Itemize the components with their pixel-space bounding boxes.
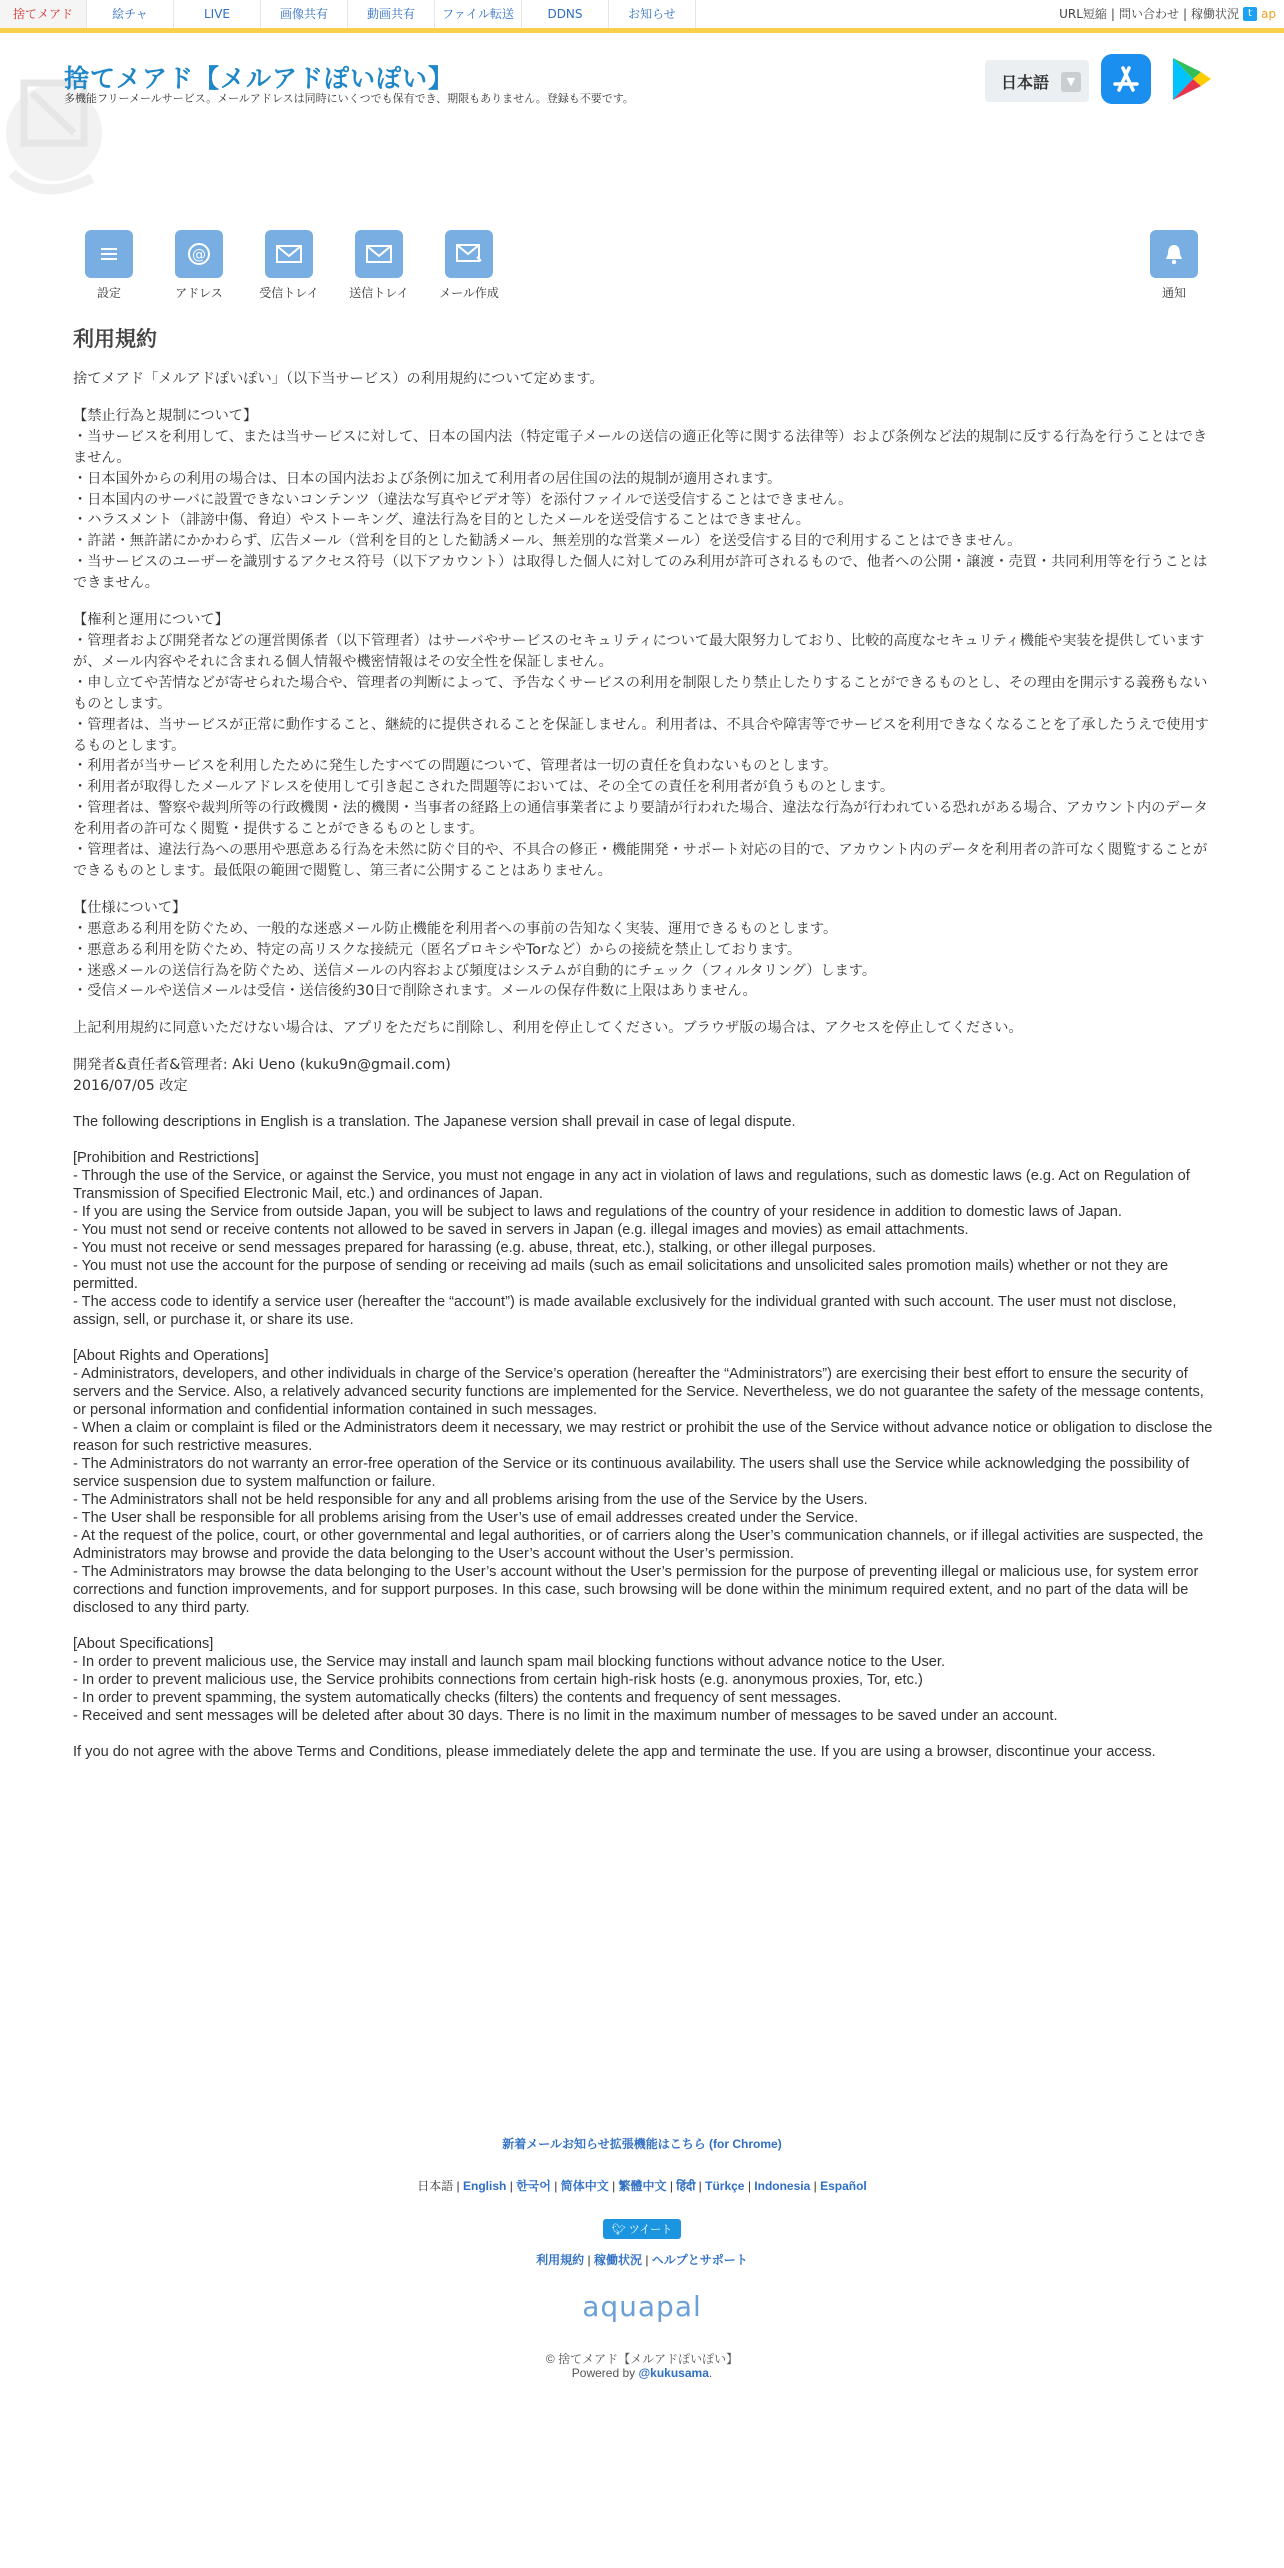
terms-item: - Through the use of the Service, or against the Service, you must not engage in any act in violation of laws and regulations, such as domestic laws (e.g. Act on Regulation of Transmission of Specified Electronic Mail, etc.) and ordinances of Japan. (73, 1168, 1190, 1203)
page-title: 利用規約 (73, 327, 157, 351)
terms-item: ・受信メールや送信メールは受信・送信後約30日で削除されます。メールの保存件数に上限はありません。 (73, 983, 757, 1000)
inbox-label: 受信トレイ (259, 286, 319, 300)
notify-label: 通知 (1161, 286, 1186, 300)
terms-item: - In order to prevent spamming, the system automatically checks (filters) the contents and frequency of sent messages. (73, 1690, 842, 1707)
aquapal-mini-logo[interactable]: ap (1261, 7, 1276, 21)
terms-item: ・管理者および開発者などの運営関係者（以下管理者）はサーバやサービスのセキュリティについて最大限努力しており、比較的高度なセキュリティ機能や実装を提供していますが、メール内容やそれに含まれる個人情報や機密情報はその安全性を保証しません。 (73, 632, 1205, 670)
tab-video-share[interactable]: 動画共有 (348, 0, 435, 28)
section-heading: [Prohibition and Restrictions] (73, 1150, 259, 1167)
lang-link-english[interactable]: English (463, 2179, 507, 2193)
terms-item: ・ハラスメント（誹謗中傷、脅迫）やストーキング、違法行為を目的としたメールを送受信することはできません。 (73, 512, 810, 529)
disagree-notice: 上記利用規約に同意いただけない場合は、アプリをただちに削除し、利用を停止してください。ブラウザ版の場合は、アクセスを停止してください。 (73, 1020, 1023, 1037)
terms-item: - You must not send or receive contents not allowed to be saved in servers in Japan (e.g. illegal images and movies) as email attachments. (73, 1222, 969, 1239)
settings-button[interactable] (64, 230, 154, 301)
main-toolbar (0, 230, 1284, 310)
terms-content (73, 325, 1213, 1761)
terms-english (73, 1113, 1213, 1761)
compose-envelope-icon (445, 230, 493, 278)
terms-item: ・利用者が取得したメールアドレスを使用して引き起こされた問題等においては、その全ての責任を利用者が負うものとします。 (73, 779, 895, 796)
compose-button[interactable] (424, 230, 514, 301)
settings-label: 設定 (96, 286, 121, 300)
terms-item: ・管理者は、当サービスが正常に動作すること、継続的に提供されることを保証しません。利用者は、不具合や障害等でサービスを利用できなくなることを了承したうえで使用するものとします。 (73, 716, 1209, 754)
lang-link-hindi[interactable]: हिंदी (676, 2179, 696, 2193)
top-nav (0, 0, 1284, 33)
terms-item: ・利用者が当サービスを利用したために発生したすべての問題について、管理者は一切の責任を負わないものとします。 (73, 758, 838, 775)
terms-item: ・申し立てや苦情などが寄せられた場合や、管理者の判断によって、予告なくサービスの利用を制限したり禁止したりすることができるものとし、その理由を開示する義務もないものとします。 (73, 674, 1208, 712)
powered-by-suffix: . (708, 2366, 713, 2380)
compose-label: メール作成 (439, 286, 499, 300)
language-value: 日本語 (1001, 72, 1050, 92)
lang-current: 日本語 (417, 2179, 454, 2193)
url-shortener-link[interactable]: URL短縮 (1059, 7, 1107, 21)
terms-item: ・許諾・無許諾にかかわらず、広告メール（営利を目的とした勧誘メール、無差別的な営業メール）を送受信する目的で利用することはできません。 (73, 533, 1022, 550)
lang-link-zh-hans[interactable]: 简体中文 (560, 2179, 609, 2193)
terms-item: - In order to prevent malicious use, the Service prohibits connections from certain high-risk hosts (e.g. anonymous proxies, Tor, etc.) (73, 1672, 923, 1689)
bell-icon (1150, 230, 1198, 278)
terms-item: - The access code to identify a service user (hereafter the “account”) is made available exclusively for the individual granted with such account. The user must not disclose, assign, sell, or purchase it, or share its use. (73, 1294, 1177, 1329)
lang-link-korean[interactable]: 한국어 (516, 2179, 551, 2193)
status-link[interactable]: 稼働状況 (1191, 7, 1240, 21)
inbox-button[interactable] (244, 230, 334, 301)
chevron-down-icon: ▼ (1061, 72, 1081, 92)
terms-item: - You must not receive or send messages prepared for harassing (e.g. abuse, threat, etc.), stalking, or other illegal purposes. (73, 1240, 877, 1257)
google-play-icon[interactable] (1165, 54, 1215, 104)
site-header (0, 33, 1284, 183)
contact-link[interactable]: 問い合わせ (1118, 7, 1179, 21)
address-label: アドレス (175, 286, 223, 300)
tweet-label: ツイート (628, 2224, 673, 2236)
revision-date: 2016/07/05 改定 (73, 1078, 188, 1095)
twitter-bird-icon: 🐦︎ (611, 2224, 626, 2236)
disagree-notice-en: If you do not agree with the above Terms and Conditions, please immediately delete the app and terminate the use. If you are using a browser, discontinue your access. (73, 1744, 1156, 1761)
terms-item: ・管理者は、違法行為への悪用や悪意ある行為を未然に防ぐ目的や、不具合の修正・機能開発・サポート対応の目的で、アカウント内のデータを利用者の許可なく閲覧することができるものとします。最低限の範囲で閲覧し、第三者に公開することはありません。 (73, 842, 1208, 879)
terms-item: - At the request of the police, court, or other governmental and legal authorities, or of carriers along the User’s communication channels, or if illegal activities are suspected, the Administrators may browse and provide the data belonging to the User’s account without the User’s permission. (73, 1528, 1204, 1563)
terms-item: - The Administrators may browse the data belonging to the User’s account without the User’s permission for the purpose of preventing illegal or malicious use, for system error corrections and function improvements, and for support purposes. In this case, such browsing will be done within the minimum required extent, and no part of the data will be disclosed to any third party. (73, 1564, 1199, 1617)
lang-link-spanish[interactable]: Español (820, 2179, 867, 2193)
svg-text:@: @ (192, 247, 206, 263)
terms-item: ・悪意ある利用を防ぐため、一般的な迷惑メール防止機能を利用者への事前の告知なく実装、運用できるものとします。 (73, 920, 838, 937)
kukusama-link[interactable]: @kukusama (638, 2366, 709, 2380)
aquapal-logo[interactable]: aquapal (582, 2290, 702, 2323)
app-store-icon[interactable] (1101, 54, 1151, 104)
tab-news[interactable]: お知らせ (609, 0, 696, 28)
terms-item: - Administrators, developers, and other individuals in charge of the Service’s operation (hereafter the “Administrators”) are exercising their best effort to ensure the security of servers and the Service. Also, a relatively advanced security functions are implemented for the Service. Nevertheless, we do not guarantee the safety of the message contents, or personal information and confidential information contained in such messages. (73, 1366, 1204, 1419)
translation-note: The following descriptions in English is a translation. The Japanese version shall prevail in case of legal dispute. (73, 1114, 796, 1131)
lang-link-indonesian[interactable]: Indonesia (754, 2179, 811, 2193)
sent-button[interactable] (334, 230, 424, 301)
terms-item: - When a claim or complaint is filed or the Administrators deem it necessary, we may restrict or prohibit the use of the Service without advance notice or obligation to disclose the reason for such restrictive measures. (73, 1420, 1213, 1455)
section-heading: 【仕様について】 (73, 899, 187, 916)
section-heading: 【権利と運用について】 (73, 612, 229, 629)
inbox-envelope-icon (265, 230, 313, 278)
terms-item: ・当サービスを利用して、または当サービスに対して、日本の国内法（特定電子メールの送信の適正化等に関する法律等）および条例など法的規制に反する行為を行うことはできません。 (73, 428, 1208, 466)
at-sign-icon (175, 230, 223, 278)
terms-item: ・日本国内のサーバに設置できないコンテンツ（違法な写真やビデオ等）を添付ファイルで送受信することはできません。 (73, 491, 853, 508)
tab-ecya[interactable]: 絵チャ (87, 0, 174, 28)
site-title: 捨てメアド【メルアドぽいぽい】 (64, 64, 455, 93)
section-heading: [About Rights and Operations] (73, 1348, 269, 1365)
tab-file-transfer[interactable]: ファイル転送 (435, 0, 522, 28)
terms-item: ・悪意ある利用を防ぐため、特定の高リスクな接続元（匿名プロキシやTorなど）からの接続を禁止しております。 (73, 941, 802, 958)
terms-item: - The User shall be responsible for all problems arising from the User’s use of email addresses created under the Service. (73, 1510, 859, 1527)
terms-intro: 捨てメアド「メルアドぽいぽい」（以下当サービス）の利用規約について定めます。 (73, 371, 604, 387)
notify-button[interactable] (1129, 230, 1219, 301)
tab-image-share[interactable]: 画像共有 (261, 0, 348, 28)
terms-item: ・日本国外からの利用の場合は、日本の国内法および条例に加えて利用者の居住国の法的規制が適用されます。 (73, 470, 782, 487)
status-link-footer[interactable]: 稼働状況 (593, 2253, 642, 2267)
terms-item: - In order to prevent malicious use, the Service may install and launch spam mail blocking functions without advance notice to the User. (73, 1654, 946, 1671)
tweet-button[interactable] (603, 2219, 681, 2239)
terms-item: - If you are using the Service from outside Japan, you will be subject to laws and regulations of the country of your residence in addition to domestic laws of Japan. (73, 1204, 1122, 1221)
lang-link-turkish[interactable]: Türkçe (705, 2179, 745, 2193)
service-tabs (0, 0, 696, 28)
copyright-text: © 捨てメアド【メルアドぽいぽい】 (545, 2352, 739, 2366)
lang-link-zh-hant[interactable]: 繁體中文 (618, 2179, 667, 2193)
sent-envelope-icon (355, 230, 403, 278)
powered-by-text: Powered by (571, 2366, 639, 2380)
top-right-links (1059, 0, 1276, 28)
terms-item: - The Administrators do not warranty an error-free operation of the Service or its continuous availability. The users shall use the Service while acknowledging the possibility of service suspension due to system malfunction or failure. (73, 1456, 1190, 1491)
separator: | (1110, 7, 1115, 21)
terms-item: ・迷惑メールの送信行為を防ぐため、送信メールの内容および頻度はシステムが自動的にチェック（フィルタリング）します。 (73, 962, 877, 979)
terms-item: - The Administrators shall not be held responsible for any and all problems arising from the use of the Service by the Users. (73, 1492, 868, 1509)
language-select[interactable] (985, 60, 1089, 102)
tab-sutemeado[interactable]: 捨てメアド (0, 0, 87, 28)
separator: | (1182, 7, 1187, 21)
section-heading: 【禁止行為と規制について】 (73, 407, 258, 424)
terms-item: - You must not use the account for the purpose of sending or receiving ad mails (such as email solicitations and unsolicited sales promotion mails) whether or not they are permitted. (73, 1258, 1169, 1293)
section-heading: [About Specifications] (73, 1636, 214, 1653)
tab-live[interactable]: LIVE (174, 0, 261, 28)
developer-info: 開発者&責任者&管理者: Aki Ueno (kuku9n@gmail.com) (73, 1057, 451, 1074)
menu-icon (85, 230, 133, 278)
terms-item: - Received and sent messages will be deleted after about 30 days. There is no limit in the maximum number of messages to be saved under an account. (73, 1708, 1058, 1725)
twitter-icon[interactable]: t (1243, 7, 1257, 21)
address-button[interactable] (154, 230, 244, 301)
terms-item: ・当サービスのユーザーを識別するアクセス符号（以下アカウント）は取得した個人に対してのみ利用が許可されるもので、他者への公開・譲渡・売買・共同利用等を行うことはできません。 (73, 554, 1208, 592)
tab-ddns[interactable]: DDNS (522, 0, 609, 28)
language-links: 日本語 | English | 한국어 | 简体中文 | 繁體中文 | हिंदी | Türkçe | Indonesia | Español (417, 2179, 867, 2193)
terms-item: ・管理者は、警察や裁判所等の行政機関・法的機関・当事者の経路上の通信事業者により要請が行われた場合、違法な行為が行われている恐れがある場合、アカウント内のデータを利用者の許可なく閲覧・提供することができるものとします。 (73, 800, 1208, 838)
chrome-extension-link[interactable]: 新着メールお知らせ拡張機能はこちら (for Chrome) (502, 2137, 782, 2151)
site-subtitle: 多機能フリーメールサービス。メールアドレスは同時にいくつでも保有でき、期限もありません。登録も不要です。 (64, 92, 634, 105)
footer-links: 利用規約 | 稼働状況 | ヘルプとサポート (536, 2253, 748, 2267)
help-link[interactable]: ヘルプとサポート (651, 2253, 748, 2267)
terms-link[interactable]: 利用規約 (536, 2253, 585, 2267)
sent-label: 送信トレイ (349, 286, 409, 300)
